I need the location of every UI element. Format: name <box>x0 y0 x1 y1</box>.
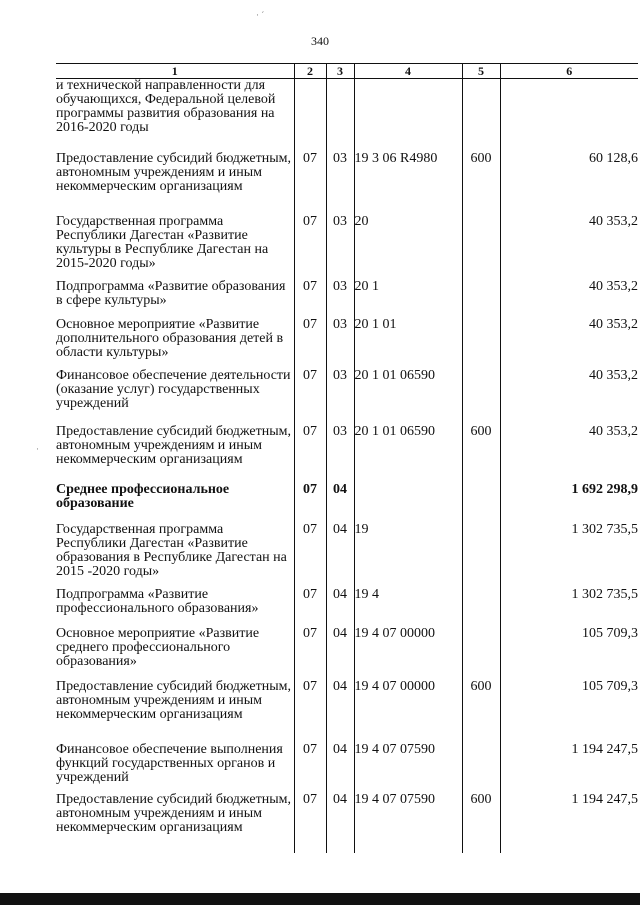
row-amount: 1 302 735,5 <box>500 523 638 588</box>
row-subsection: 04 <box>326 627 354 680</box>
row-subsection: 03 <box>326 280 354 318</box>
row-section: 07 <box>294 215 326 280</box>
row-target-code: 20 1 <box>354 280 462 318</box>
row-section: 07 <box>294 318 326 369</box>
column-header-target: 4 <box>354 64 462 79</box>
row-subsection: 04 <box>326 483 354 523</box>
row-subsection: 04 <box>326 523 354 588</box>
row-subsection: 03 <box>326 369 354 425</box>
row-amount: 1 692 298,9 <box>500 483 638 523</box>
row-expense-type <box>462 280 500 318</box>
table-row <box>56 680 638 743</box>
scan-bottom-edge <box>0 893 640 905</box>
row-section: 07 <box>294 680 326 743</box>
row-section: 07 <box>294 743 326 793</box>
row-expense-type <box>462 483 500 523</box>
row-subsection: 04 <box>326 588 354 627</box>
row-target-code: 20 <box>354 215 462 280</box>
table-row <box>56 523 638 588</box>
row-expense-type <box>462 743 500 793</box>
row-subsection: 03 <box>326 318 354 369</box>
row-amount: 105 709,3 <box>500 627 638 680</box>
table-body <box>56 79 638 853</box>
row-expense-type <box>462 369 500 425</box>
row-name: Финансовое обеспечение выполнения функций государственных органов и учреждений <box>56 741 283 785</box>
column-header-amount: 6 <box>500 64 638 79</box>
table-row <box>56 369 638 425</box>
column-header-subsection: 3 <box>326 64 354 79</box>
row-expense-type <box>462 79 500 152</box>
row-target-code: 19 4 07 07590 <box>354 793 462 853</box>
row-name: Предоставление субсидий бюджетным, автономным учреждениям и иным некоммерческим организациям <box>56 791 292 835</box>
row-amount: 1 302 735,5 <box>500 588 638 627</box>
row-target-code: 20 1 01 06590 <box>354 425 462 483</box>
row-expense-type <box>462 523 500 588</box>
row-amount: 1 194 247,5 <box>500 793 638 853</box>
row-expense-type: 600 <box>462 680 500 743</box>
row-name: Основное мероприятие «Развитие среднего профессионального образования» <box>56 625 260 669</box>
budget-table <box>56 63 638 853</box>
row-amount: 105 709,3 <box>500 680 638 743</box>
row-expense-type <box>462 588 500 627</box>
row-section: 07 <box>294 152 326 215</box>
row-name: Среднее профессиональное образование <box>56 481 230 511</box>
scan-artifact-dot: · <box>36 444 39 454</box>
row-name: Государственная программа Республики Дагестан «Развитие образования в Республике Дагестан на 2015 -2020 годы» <box>56 521 287 579</box>
row-subsection: 03 <box>326 215 354 280</box>
row-expense-type <box>462 318 500 369</box>
table-row <box>56 79 638 152</box>
row-name: Государственная программа Республики Дагестан «Развитие культуры в Республике Дагестан на 2015-2020 годы» <box>56 213 269 271</box>
row-target-code: 20 1 01 <box>354 318 462 369</box>
row-amount: 40 353,2 <box>500 318 638 369</box>
page-number: 340 <box>311 34 329 48</box>
row-section: 07 <box>294 369 326 425</box>
row-target-code: 19 4 07 00000 <box>354 680 462 743</box>
table-row <box>56 280 638 318</box>
row-expense-type: 600 <box>462 793 500 853</box>
row-subsection: 04 <box>326 793 354 853</box>
row-name: Предоставление субсидий бюджетным, автономным учреждениям и иным некоммерческим организациям <box>56 150 292 194</box>
row-target-code: 19 3 06 R4980 <box>354 152 462 215</box>
column-header-name: 1 <box>56 64 294 79</box>
row-target-code <box>354 79 462 152</box>
table-header <box>56 64 638 79</box>
row-expense-type: 600 <box>462 425 500 483</box>
row-target-code <box>354 483 462 523</box>
row-amount: 40 353,2 <box>500 369 638 425</box>
row-name: Предоставление субсидий бюджетным, автономным учреждениям и иным некоммерческим организациям <box>56 423 292 467</box>
scan-artifact-mark: · ´ <box>256 10 265 20</box>
table-row <box>56 425 638 483</box>
column-header-section: 2 <box>294 64 326 79</box>
row-subsection: 03 <box>326 152 354 215</box>
row-section <box>294 79 326 152</box>
table-row <box>56 215 638 280</box>
row-target-code: 19 <box>354 523 462 588</box>
row-target-code: 20 1 01 06590 <box>354 369 462 425</box>
row-section: 07 <box>294 523 326 588</box>
row-name: Предоставление субсидий бюджетным, автономным учреждениям и иным некоммерческим организациям <box>56 678 292 722</box>
row-subsection <box>326 79 354 152</box>
row-section: 07 <box>294 588 326 627</box>
row-amount: 1 194 247,5 <box>500 743 638 793</box>
table-row <box>56 483 638 523</box>
table-row <box>56 627 638 680</box>
row-amount <box>500 79 638 152</box>
row-expense-type <box>462 215 500 280</box>
row-name: Основное мероприятие «Развитие дополнительного образования детей в области культуры» <box>56 316 284 360</box>
row-subsection: 04 <box>326 743 354 793</box>
row-section: 07 <box>294 280 326 318</box>
row-name: и технической направленности для обучающихся, Федеральной целевой программы развития образования на 2016-2020 годы <box>56 78 276 135</box>
row-amount: 60 128,6 <box>500 152 638 215</box>
header-row <box>56 64 638 79</box>
table-row <box>56 588 638 627</box>
column-header-expense-type: 5 <box>462 64 500 79</box>
row-expense-type: 600 <box>462 152 500 215</box>
row-name: Финансовое обеспечение деятельности (оказание услуг) государственных учреждений <box>56 367 291 411</box>
row-amount: 40 353,2 <box>500 425 638 483</box>
table-row <box>56 318 638 369</box>
row-target-code: 19 4 07 07590 <box>354 743 462 793</box>
row-amount: 40 353,2 <box>500 215 638 280</box>
row-section: 07 <box>294 425 326 483</box>
row-target-code: 19 4 <box>354 588 462 627</box>
row-name: Подпрограмма «Развитие профессионального образования» <box>56 586 259 616</box>
row-target-code: 19 4 07 00000 <box>354 627 462 680</box>
row-subsection: 03 <box>326 425 354 483</box>
row-section: 07 <box>294 627 326 680</box>
row-section: 07 <box>294 483 326 523</box>
row-expense-type <box>462 627 500 680</box>
table-row <box>56 152 638 215</box>
table-row <box>56 793 638 853</box>
row-section: 07 <box>294 793 326 853</box>
row-name: Подпрограмма «Развитие образования в сфере культуры» <box>56 278 286 308</box>
row-subsection: 04 <box>326 680 354 743</box>
table-row <box>56 743 638 793</box>
row-amount: 40 353,2 <box>500 280 638 318</box>
